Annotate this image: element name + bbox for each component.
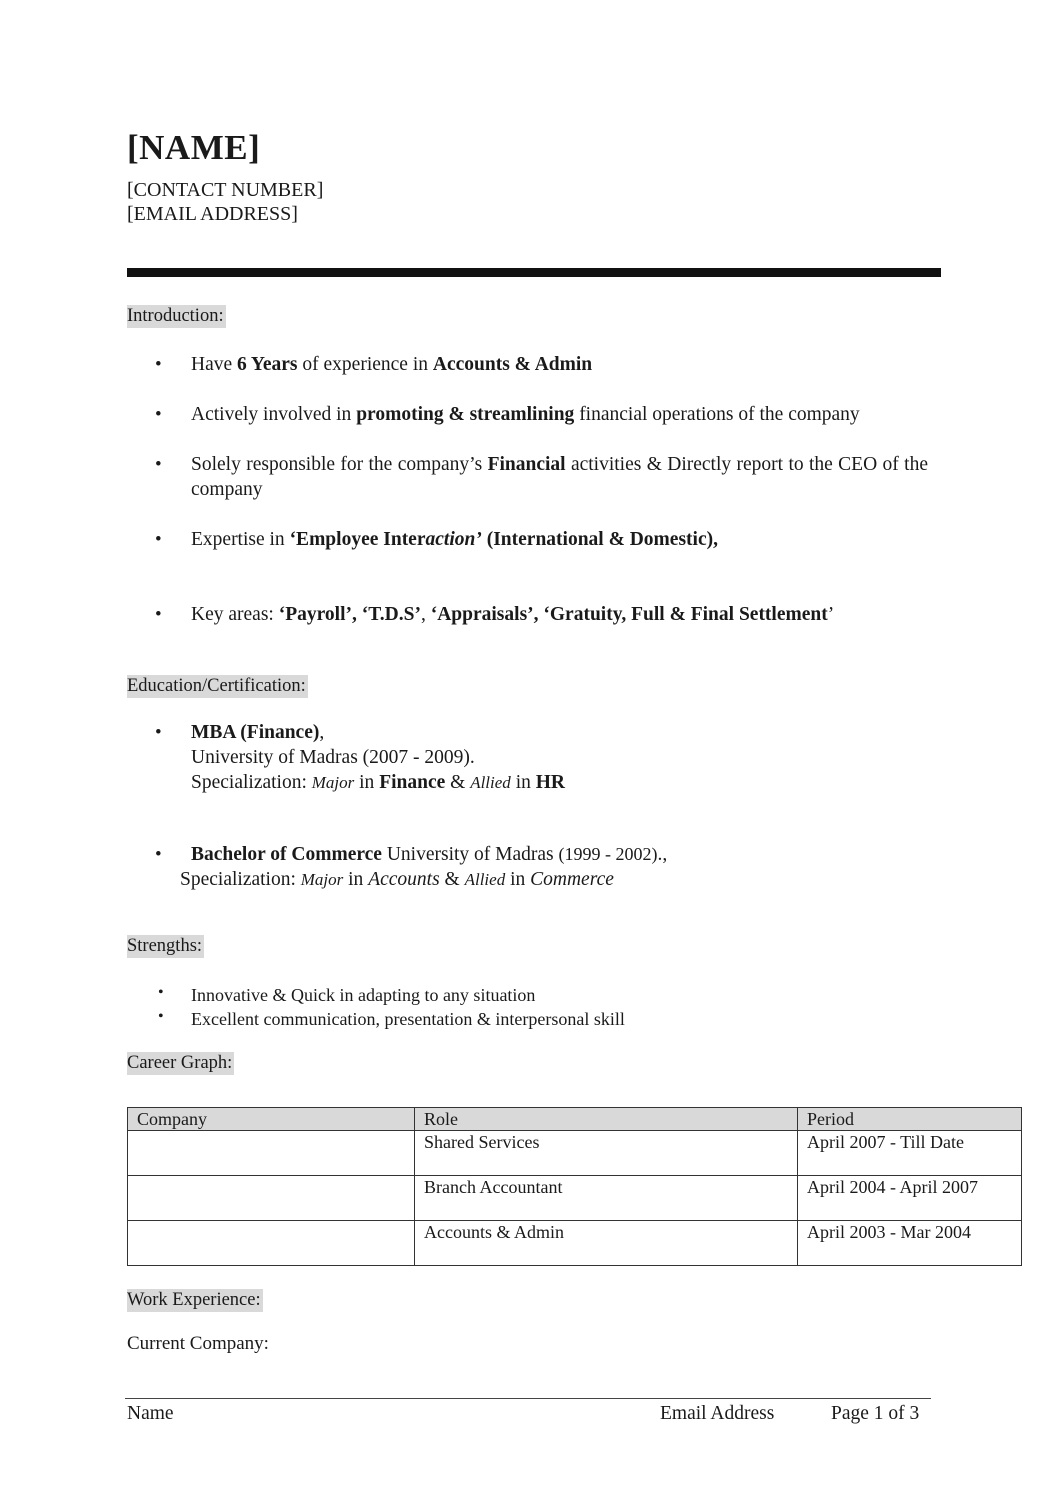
- email-address: [EMAIL ADDRESS]: [127, 203, 298, 225]
- column-header-period: Period: [798, 1108, 1022, 1131]
- cell-company: [128, 1221, 415, 1266]
- bullet-icon: •: [155, 604, 162, 625]
- bullet-icon: •: [155, 404, 162, 425]
- table-row: [128, 1176, 1022, 1221]
- intro-item-expertise: Expertise in ‘Employee Interaction’ (International & Domestic),: [191, 529, 718, 550]
- bullet-icon: •: [158, 1008, 164, 1025]
- column-header-company: Company: [128, 1108, 415, 1131]
- career-table: [127, 1107, 1022, 1266]
- resume-name: [NAME]: [127, 128, 261, 167]
- table-row: [128, 1131, 1022, 1176]
- header-divider: [127, 268, 941, 277]
- cell-period: April 2003 - Mar 2004: [798, 1221, 1022, 1266]
- contact-number: [CONTACT NUMBER]: [127, 179, 324, 201]
- cell-company: [128, 1176, 415, 1221]
- education-item-mba: MBA (Finance), University of Madras (2007 - 2009). Specialization: Major in Finance & Allied in HR: [191, 722, 565, 793]
- section-heading-introduction: Introduction:: [127, 306, 224, 326]
- cell-company: [128, 1131, 415, 1176]
- bullet-icon: •: [155, 844, 162, 865]
- bullet-icon: •: [155, 354, 162, 375]
- intro-item-key-areas: Key areas: ‘Payroll’, ‘T.D.S’, ‘Appraisals’, ‘Gratuity, Full & Final Settlement’: [191, 604, 835, 625]
- section-heading-work-experience: Work Experience:: [127, 1290, 261, 1310]
- table-header-row: [128, 1108, 1022, 1131]
- section-heading-career-graph: Career Graph:: [127, 1053, 233, 1073]
- cell-period: April 2004 - April 2007: [798, 1176, 1022, 1221]
- section-heading-education: Education/Certification:: [127, 676, 306, 696]
- cell-period: April 2007 - Till Date: [798, 1131, 1022, 1176]
- footer-page-number: Page 1 of 3: [831, 1403, 920, 1424]
- footer-email: Email Address: [660, 1403, 775, 1424]
- table-row: [128, 1221, 1022, 1266]
- cell-role: Accounts & Admin: [415, 1221, 798, 1266]
- intro-item-experience: Have 6 Years of experience in Accounts & Admin: [191, 354, 593, 375]
- current-company-label: Current Company:: [127, 1333, 269, 1354]
- bullet-icon: •: [155, 722, 162, 743]
- cell-role: Branch Accountant: [415, 1176, 798, 1221]
- section-heading-strengths: Strengths:: [127, 936, 203, 956]
- strength-item: Innovative & Quick in adapting to any situation: [191, 985, 536, 1005]
- footer-divider: [125, 1398, 931, 1399]
- column-header-role: Role: [415, 1108, 798, 1131]
- footer-name: Name: [127, 1403, 174, 1424]
- intro-item-responsibility: Solely responsible for the company’s Financial activities & Directly report to the CEO of the company: [191, 454, 928, 500]
- strength-item: Excellent communication, presentation & interpersonal skill: [191, 1009, 625, 1029]
- bullet-icon: •: [155, 529, 162, 550]
- cell-role: Shared Services: [415, 1131, 798, 1176]
- bullet-icon: •: [158, 984, 164, 1001]
- education-item-bcom: Bachelor of Commerce University of Madras (1999 - 2002).,: [191, 844, 668, 865]
- education-bcom-specialization: Specialization: Major in Accounts & Allied in Commerce: [180, 869, 614, 890]
- bullet-icon: •: [155, 454, 162, 475]
- intro-item-operations: Actively involved in promoting & streamlining financial operations of the company: [191, 404, 860, 425]
